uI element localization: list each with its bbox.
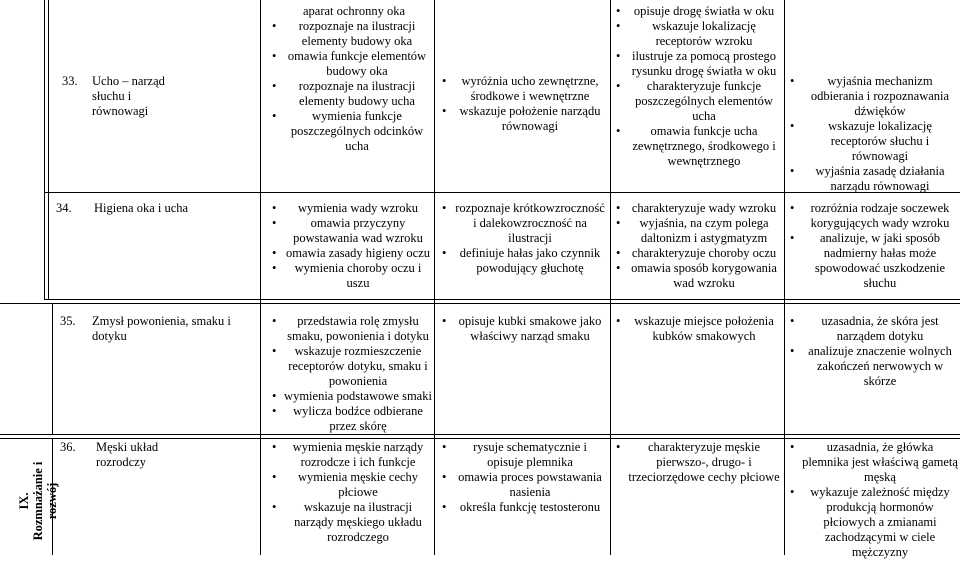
list-item: • wskazuje lokalizację receptorów wzroku (628, 19, 780, 49)
list-item: • omawia zasady higieny oczu (284, 246, 432, 261)
requirements-col3 (440, 440, 606, 515)
list-item: • ilustruje za pomocą prostego rysunku drogę światła w oku (628, 49, 780, 79)
list-item: • przedstawia rolę zmysłu smaku, powonienia i dotyku (284, 314, 432, 344)
list-item: • rozróżnia rodzaje soczewek korygujących wady wzroku (802, 201, 958, 231)
section-number: IX. (17, 492, 31, 510)
requirements-col5 (788, 201, 958, 291)
lesson-topic: Męski układ rozrodczy (96, 440, 159, 469)
list-item: • omawia przyczyny powstawania wad wzroku (284, 216, 432, 246)
list-item: aparat ochronny oka (302, 4, 406, 18)
list-item: • wymienia męskie narządy rozrodcze i ich funkcje (284, 440, 432, 470)
list-item: • omawia funkcje elementów budowy oka (284, 49, 430, 79)
list-item: • analizuje znaczenie wolnych zakończeń nerwowych w skórze (802, 344, 958, 389)
list-item: • wskazuje miejsce położenia kubków smakowych (628, 314, 780, 344)
list-item: • omawia proces powstawania nasienia (454, 470, 606, 500)
list-item: • charakteryzuje funkcje poszczególnych elementów ucha (628, 79, 780, 124)
section-title-line1: Rozmnażanie i (31, 461, 45, 541)
list-item: • wyróżnia ucho zewnętrzne, środkowe i wewnętrzne (454, 74, 606, 104)
column-divider (610, 0, 611, 555)
lesson-number: 33. (62, 74, 78, 88)
list-item: • uzasadnia, że główka plemnika jest właściwą gametą męską (802, 440, 958, 485)
requirements-col2 (270, 314, 432, 434)
list-item: • wykazuje zależność między produkcją hormonów płciowych a zmianami zachodzącymi w ciele mężczyzny (802, 485, 958, 560)
requirements-col2 (270, 440, 432, 545)
list-item: • wyjaśnia mechanizm odbierania i rozpoznawania dźwięków (802, 74, 958, 119)
list-item: • opisuje drogę światła w oku (628, 4, 780, 19)
list-item: • rozpoznaje na ilustracji elementy budowy oka (284, 19, 430, 49)
column-divider (48, 0, 49, 299)
row-divider (44, 299, 960, 300)
requirements-col4 (614, 201, 780, 291)
list-item: • opisuje kubki smakowe jako właściwy narząd smaku (454, 314, 606, 344)
list-item: • charakteryzuje choroby oczu (628, 246, 780, 261)
list-item: • wskazuje na ilustracji narządy męskiego układu rozrodczego (284, 500, 432, 545)
list-item: • analizuje, w jaki sposób nadmierny hałas może spowodować uszkodzenie słuchu (802, 231, 958, 291)
section-label (17, 441, 59, 561)
list-item: • wymienia choroby oczu i uszu (284, 261, 432, 291)
list-item: • omawia sposób korygowania wad wzroku (628, 261, 780, 291)
lesson-topic: Ucho – narząd słuchu i równowagi (92, 74, 165, 118)
list-item: • wyjaśnia zasadę działania narządu równowagi (802, 164, 958, 194)
lesson-number: 35. (60, 314, 76, 328)
list-item: • definiuje hałas jako czynnik powodujący głuchotę (454, 246, 606, 276)
row-divider (0, 438, 960, 439)
requirements-col5 (788, 440, 958, 560)
list-item: • wskazuje rozmieszczenie receptorów dotyku, smaku i powonienia (284, 344, 432, 389)
lesson-topic: Higiena oka i ucha (94, 201, 189, 215)
list-item: • wskazuje położenie narządu równowagi (454, 104, 606, 134)
list-item: • omawia funkcje ucha zewnętrznego, środkowego i wewnętrznego (628, 124, 780, 169)
requirements-col3 (440, 74, 606, 134)
requirements-col3 (440, 314, 606, 344)
requirements-col4 (614, 440, 780, 485)
list-item: • wymienia funkcje poszczególnych odcinków ucha (284, 109, 430, 154)
list-item: • rozpoznaje na ilustracji elementy budowy ucha (284, 79, 430, 109)
list-item: • wymienia podstawowe smaki (284, 389, 432, 404)
list-item: • określa funkcję testosteronu (454, 500, 606, 515)
column-divider (52, 303, 53, 434)
list-item: • wskazuje lokalizację receptorów słuchu i równowagi (802, 119, 958, 164)
requirements-col2 (270, 19, 430, 154)
row-divider (0, 303, 960, 304)
column-divider (434, 0, 435, 555)
list-item: • charakteryzuje męskie pierwszo-, drugo- i trzeciorzędowe cechy płciowe (628, 440, 780, 485)
list-item: • charakteryzuje wady wzroku (628, 201, 780, 216)
column-divider (44, 0, 45, 299)
requirements-col4 (614, 314, 780, 344)
list-item: • rysuje schematycznie i opisuje plemnika (454, 440, 606, 470)
list-item: • wymienia wady wzroku (284, 201, 432, 216)
lesson-number: 34. (56, 201, 72, 215)
requirements-col5 (788, 314, 958, 389)
list-item: • wymienia męskie cechy płciowe (284, 470, 432, 500)
list-item: • rozpoznaje krótkowzroczność i dalekowzroczność na ilustracji (454, 201, 606, 246)
lesson-topic: Zmysł powonienia, smaku i dotyku (92, 314, 231, 343)
row-divider (0, 434, 960, 435)
column-divider (784, 0, 785, 555)
lesson-number: 36. (60, 440, 76, 454)
section-title-line2: rozwój (45, 482, 59, 520)
requirements-col3 (440, 201, 606, 276)
column-divider (260, 0, 261, 555)
list-item: • wyjaśnia, na czym polega daltonizm i astygmatyzm (628, 216, 780, 246)
requirements-col4 (614, 4, 780, 169)
requirements-col2 (264, 4, 430, 19)
list-item: • uzasadnia, że skóra jest narządem dotyku (802, 314, 958, 344)
list-item: • wylicza bodźce odbierane przez skórę (284, 404, 432, 434)
requirements-col2 (270, 201, 432, 291)
requirements-col5 (788, 74, 958, 194)
